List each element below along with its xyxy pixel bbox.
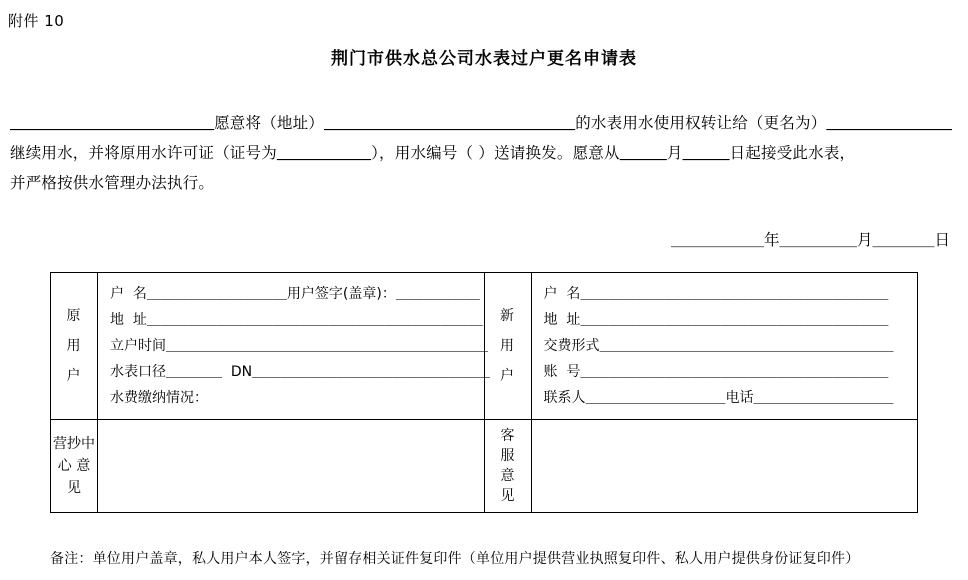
old-user-field-payment-status: 水费缴纳情况： (110, 390, 208, 406)
blank-old-user-name: ＿＿＿＿＿＿＿＿＿＿＿＿＿ (10, 114, 215, 132)
old-user-label-char-1: 用 (66, 338, 82, 354)
billing-center-opinion-label-line-0: 营抄中心 (53, 436, 95, 474)
old-user-fields-cell (98, 273, 491, 420)
table-row (51, 420, 918, 513)
cs-opinion-label-char-1: 服 (500, 448, 515, 464)
blank-address: ＿＿＿＿＿＿＿＿＿＿＿＿＿＿＿＿ (324, 114, 576, 132)
billing-center-opinion-label-line-1: 意见 (67, 458, 91, 496)
blank-start-day: ＿＿＿ (682, 144, 730, 162)
text-send-for-renewal: ），用水编号（ ）送请换发。愿意从 (371, 144, 620, 162)
body-line-3: 并严格按供水管理办法执行。 (10, 174, 215, 192)
cs-opinion-label-char-2: 意 (500, 468, 515, 484)
blank-start-month: ＿＿＿ (619, 144, 667, 162)
blank-permit-number: ＿＿＿＿＿＿ (276, 144, 372, 162)
blank-new-user-name: ＿＿＿＿＿＿＿＿ (826, 114, 953, 132)
new-user-field-account-number: 账 号＿＿＿＿＿＿＿＿＿＿＿＿＿＿＿＿＿＿＿＿＿＿ (543, 364, 889, 380)
old-user-field-name: 户 名＿＿＿＿＿＿＿＿＿＿用户签字(盖章)：＿＿＿＿＿＿ (110, 286, 480, 302)
form-note: 备注：单位用户盖章，私人用户本人签字，并留存相关证件复印件（单位用户提供营业执照复印件、私人用户提供身份证复印件） (50, 551, 860, 567)
customer-service-opinion-label (484, 420, 531, 513)
new-user-fields-cell (531, 273, 918, 420)
billing-center-opinion-value[interactable] (98, 420, 485, 513)
application-body-text (10, 108, 958, 198)
new-user-label-char-1: 用 (500, 338, 515, 354)
old-user-field-address: 地 址＿＿＿＿＿＿＿＿＿＿＿＿＿＿＿＿＿＿＿＿＿＿＿＿ (110, 312, 483, 328)
page-title: 荆门市供水总公司水表过户更名申请表 (331, 49, 637, 69)
old-user-label-char-0: 原 (66, 308, 82, 324)
cs-opinion-label-char-3: 见 (500, 488, 515, 504)
attachment-label: 附件 10 (8, 12, 65, 30)
body-line-2 (10, 138, 958, 168)
customer-service-opinion-value[interactable] (531, 420, 918, 513)
table-row (51, 273, 918, 420)
old-user-field-open-date: 立户时间＿＿＿＿＿＿＿＿＿＿＿＿＿＿＿＿＿＿＿＿＿＿＿ (110, 338, 488, 354)
transfer-form-table (50, 272, 918, 513)
new-user-field-contact: 联系人＿＿＿＿＿＿＿＿＿＿电话＿＿＿＿＿＿＿＿＿＿ (543, 390, 894, 406)
label-transfer-to: 的水表用水使用权转让给（更名为） (575, 114, 827, 132)
new-user-label-char-2: 户 (500, 368, 515, 384)
new-user-field-payment-type: 交费形式＿＿＿＿＿＿＿＿＿＿＿＿＿＿＿＿＿＿＿＿＿ (543, 338, 894, 354)
body-line-1 (10, 108, 958, 138)
signature-date-line: ＿＿＿＿＿＿年＿＿＿＿＿月＿＿＿＿日 (670, 231, 950, 249)
label-month: 月 (666, 144, 683, 162)
old-user-vertical-label (51, 273, 98, 420)
old-user-label-char-2: 户 (66, 368, 82, 384)
new-user-field-address: 地 址＿＿＿＿＿＿＿＿＿＿＿＿＿＿＿＿＿＿＿＿＿＿ (543, 312, 889, 328)
billing-center-opinion-label (51, 420, 98, 513)
text-accept-meter: 日起接受此水表， (729, 144, 856, 162)
old-user-field-meter-size: 水表口径＿＿＿＿ DN＿＿＿＿＿＿＿＿＿＿＿＿＿＿＿＿＿ (110, 364, 491, 380)
text-continue-use: 继续用水，并将原用水许可证（证号为 (10, 144, 277, 162)
label-address: 愿意将（地址） (214, 114, 325, 132)
new-user-vertical-label (484, 273, 531, 420)
cs-opinion-label-char-0: 客 (500, 428, 515, 444)
new-user-label-char-0: 新 (500, 308, 515, 324)
new-user-field-name: 户 名＿＿＿＿＿＿＿＿＿＿＿＿＿＿＿＿＿＿＿＿＿＿ (543, 286, 889, 302)
